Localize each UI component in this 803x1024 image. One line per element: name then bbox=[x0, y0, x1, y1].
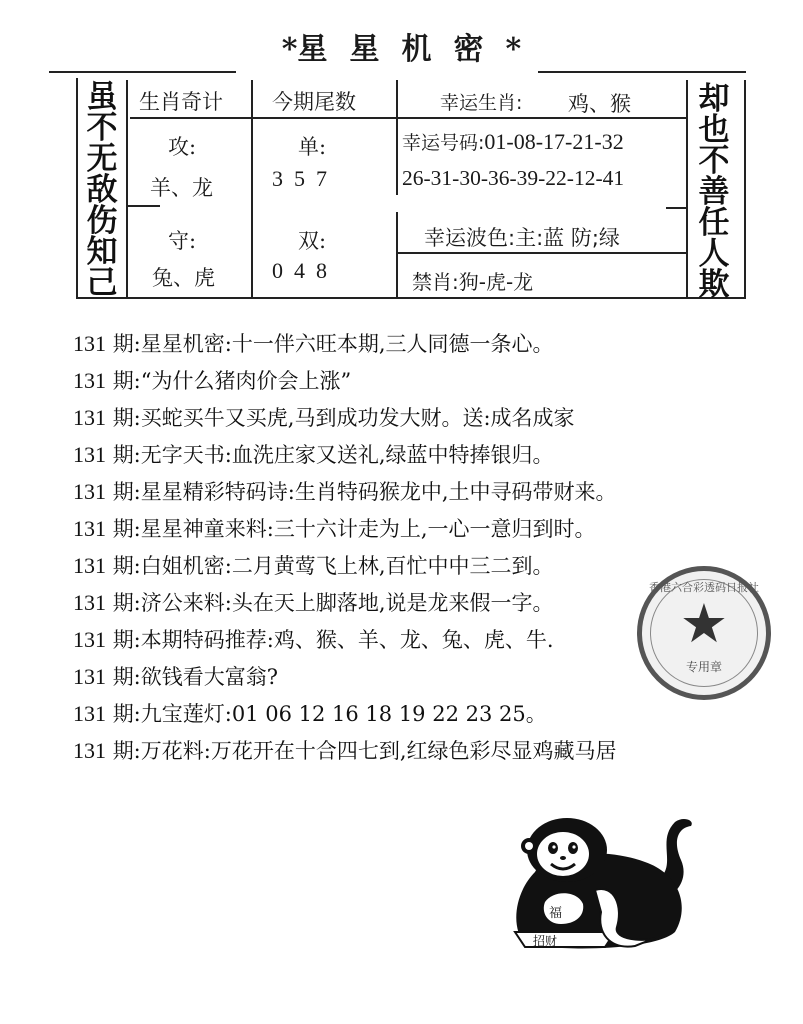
lucky-numbers-line1: 01-08-17-21-32 bbox=[484, 129, 624, 154]
title-star-left: * bbox=[281, 32, 298, 67]
period-number: 131 bbox=[73, 331, 106, 356]
period-unit: 期: bbox=[112, 628, 141, 652]
list-item bbox=[73, 325, 617, 362]
period-unit: 期: bbox=[112, 443, 141, 467]
period-number: 131 bbox=[73, 368, 106, 393]
divider-col-3b bbox=[396, 125, 398, 195]
line-text: 万花料:万花开在十合四七到,红绿色彩尽显鸡藏马居 bbox=[140, 739, 617, 763]
list-item bbox=[73, 658, 617, 695]
attack-label: 攻: bbox=[168, 135, 197, 159]
period-unit: 期: bbox=[112, 369, 141, 393]
line-text: 星星机密:十一伴六旺本期,三人同德一条心。 bbox=[140, 332, 554, 356]
top-rule-left-2 bbox=[76, 71, 236, 73]
line-text: 星星精彩特码诗:生肖特码猴龙中,土中寻码带财来。 bbox=[140, 480, 617, 504]
list-item bbox=[73, 695, 617, 732]
stamp-ring-text: 香港六合彩透码日报社 bbox=[649, 581, 759, 594]
lucky-numbers-line2: 26-31-30-36-39-22-12-41 bbox=[402, 166, 625, 190]
stamp-label: 专用章 bbox=[685, 660, 722, 674]
period-unit: 期: bbox=[112, 665, 141, 689]
banned-zodiac-rule bbox=[396, 252, 686, 254]
title-text: 星星机密 bbox=[297, 32, 506, 67]
period-unit: 期: bbox=[112, 517, 141, 541]
lucky-numbers-label: 幸运号码: bbox=[402, 132, 485, 154]
period-number: 131 bbox=[73, 479, 106, 504]
line-text: 买蛇买牛又买虎,马到成功发大财。送:成名成家 bbox=[140, 406, 575, 430]
attack-defend-rule bbox=[126, 205, 160, 207]
lucky-zodiac-label: 幸运生肖: bbox=[440, 92, 523, 114]
period-number: 131 bbox=[73, 405, 106, 430]
divider-col-2 bbox=[251, 80, 253, 298]
period-unit: 期: bbox=[112, 332, 141, 356]
period-unit: 期: bbox=[112, 702, 141, 726]
list-item bbox=[73, 473, 617, 510]
attack-value: 羊、龙 bbox=[150, 176, 213, 200]
period-number: 131 bbox=[73, 701, 106, 726]
lucky-zodiac-value: 鸡、猴 bbox=[568, 92, 631, 116]
defend-label: 守: bbox=[168, 229, 197, 253]
banned-zodiac-label: 禁肖: bbox=[412, 270, 459, 294]
period-number: 131 bbox=[73, 627, 106, 652]
period-unit: 期: bbox=[112, 591, 141, 615]
svg-text:招财: 招财 bbox=[533, 934, 558, 948]
page-title bbox=[0, 24, 803, 68]
line-text: 白姐机密:二月黄莺飞上林,百忙中中三二到。 bbox=[140, 554, 554, 578]
period-number: 131 bbox=[73, 553, 106, 578]
even-label: 双: bbox=[298, 229, 327, 253]
divider-col-3c bbox=[396, 212, 398, 298]
svg-text:福: 福 bbox=[549, 906, 563, 921]
even-value: 0 4 8 bbox=[272, 258, 327, 283]
lucky-color-value: 主:蓝 防;绿 bbox=[515, 226, 620, 250]
line-text: 欲钱看大富翁? bbox=[140, 665, 279, 689]
line-text: 济公来料:头在天上脚落地,说是龙来假一字。 bbox=[140, 591, 554, 615]
period-number: 131 bbox=[73, 664, 106, 689]
list-item bbox=[73, 547, 617, 584]
list-item bbox=[73, 436, 617, 473]
top-rule-right bbox=[538, 71, 746, 73]
line-text: 无字天书:血洗庄家又送礼,绿蓝中特捧银归。 bbox=[140, 443, 554, 467]
list-item bbox=[73, 732, 617, 769]
line-text: 本期特码推荐:鸡、猴、羊、龙、兔、虎、牛. bbox=[140, 628, 554, 652]
header-tail-numbers: 今期尾数 bbox=[272, 90, 356, 114]
period-unit: 期: bbox=[112, 406, 141, 430]
banned-zodiac-value: 狗-虎-龙 bbox=[458, 270, 534, 294]
line-text: 星星神童来料:三十六计走为上,一心一意归到时。 bbox=[140, 517, 596, 541]
list-item bbox=[73, 584, 617, 621]
banned-zodiac-row bbox=[412, 266, 533, 295]
line-text: 九宝莲灯:01 06 12 16 18 19 22 23 25。 bbox=[140, 702, 547, 726]
defend-value: 兔、虎 bbox=[152, 266, 215, 290]
lucky-color-label: 幸运波色: bbox=[424, 226, 516, 250]
left-vertical-slogan: 虽 不 无 敌 伤 知 己 bbox=[86, 79, 118, 301]
divider-right-col bbox=[686, 80, 688, 298]
list-item bbox=[73, 362, 617, 399]
lucky-color-row bbox=[424, 222, 620, 252]
odd-value: 3 5 7 bbox=[272, 166, 327, 191]
divider-left-col bbox=[126, 80, 128, 298]
star-icon: ★ bbox=[679, 592, 729, 655]
period-unit: 期: bbox=[112, 554, 141, 578]
table-border-bottom bbox=[76, 297, 746, 299]
list-item bbox=[73, 621, 617, 658]
right-vertical-slogan: 却 也 不 善 任 人 欺 bbox=[698, 81, 730, 303]
odd-label: 单: bbox=[298, 135, 327, 159]
lucky-color-rule-top bbox=[666, 207, 686, 209]
official-stamp bbox=[637, 566, 771, 700]
monkey-illustration-icon bbox=[505, 812, 705, 952]
period-number: 131 bbox=[73, 516, 106, 541]
period-number: 131 bbox=[73, 738, 106, 763]
period-unit: 期: bbox=[112, 480, 141, 504]
title-star-right: * bbox=[505, 32, 522, 67]
table-border-right bbox=[744, 80, 746, 298]
lucky-numbers-row1 bbox=[402, 128, 624, 155]
prediction-list bbox=[73, 325, 617, 769]
line-text: “为什么猪肉价会上涨” bbox=[140, 369, 352, 393]
list-item bbox=[73, 399, 617, 436]
table-border-left bbox=[76, 78, 78, 298]
list-item bbox=[73, 510, 617, 547]
period-number: 131 bbox=[73, 442, 106, 467]
header-zodiac-strategy: 生肖奇计 bbox=[139, 90, 223, 114]
period-number: 131 bbox=[73, 590, 106, 615]
period-unit: 期: bbox=[112, 739, 141, 763]
